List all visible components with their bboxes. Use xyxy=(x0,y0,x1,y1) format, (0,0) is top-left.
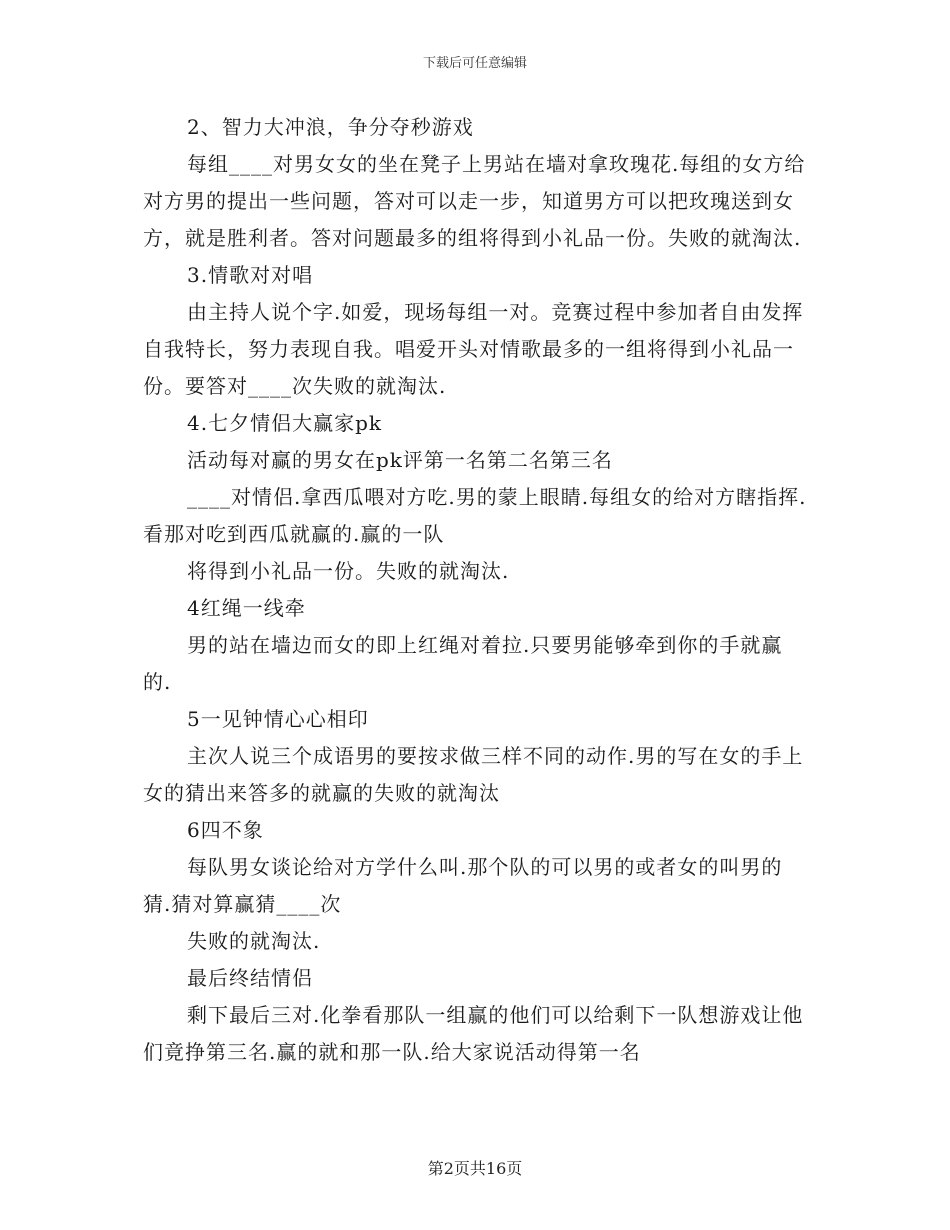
paragraph: 主次人说三个成语男的要按求做三样不同的动作.男的写在女的手上女的猜出来答多的就赢的失败的就淘汰 xyxy=(143,744,804,805)
paragraph: 每组____对男女女的坐在凳子上男站在墙对拿玫瑰花.每组的女方给对方男的提出一些问题，答对可以走一步，知道男方可以把玫瑰送到女方，就是胜利者。答对问题最多的组将得到小礼品一份。失败的就淘汰. xyxy=(143,152,806,250)
document-body xyxy=(143,109,810,1071)
heading-4: 4.七夕情侣大赢家pk xyxy=(187,411,383,435)
paragraph: 将得到小礼品一份。失败的就淘汰. xyxy=(187,559,510,583)
paragraph: ____对情侣.拿西瓜喂对方吃.男的蒙上眼睛.每组女的给对方瞎指挥.看那对吃到西瓜就赢的.赢的一队 xyxy=(143,485,807,546)
page-header: 下载后可任意编辑 xyxy=(422,56,527,71)
heading-final: 最后终结情侣 xyxy=(187,966,313,990)
page-footer: 第2页共16页 xyxy=(427,1159,523,1178)
heading-6: 6四不象 xyxy=(187,818,264,842)
paragraph: 剩下最后三对.化拳看那队一组赢的他们可以给剩下一队想游戏让他们竟挣第三名.赢的就和那一队.给大家说活动得第一名 xyxy=(143,1003,804,1064)
paragraph: 由主持人说个字.如爱，现场每组一对。竞赛过程中参加者自由发挥自我特长，努力表现自我。唱爱开头对情歌最多的一组将得到小礼品一份。要答对____次失败的就淘汰. xyxy=(143,300,804,398)
heading-5: 5一见钟情心心相印 xyxy=(187,707,369,731)
heading-2: 2、智力大冲浪，争分夺秒游戏 xyxy=(187,115,474,139)
paragraph: 活动每对赢的男女在pk评第一名第二名第三名 xyxy=(187,448,613,472)
heading-3: 3.情歌对对唱 xyxy=(187,263,314,287)
paragraph: 男的站在墙边而女的即上红绳对着拉.只要男能够牵到你的手就赢的. xyxy=(143,633,783,694)
heading-red-rope: 4红绳一线牵 xyxy=(187,596,306,620)
paragraph: 失败的就淘汰. xyxy=(187,929,321,953)
paragraph: 每队男女谈论给对方学什么叫.那个队的可以男的或者女的叫男的猜.猜对算赢猜____次 xyxy=(143,855,783,916)
